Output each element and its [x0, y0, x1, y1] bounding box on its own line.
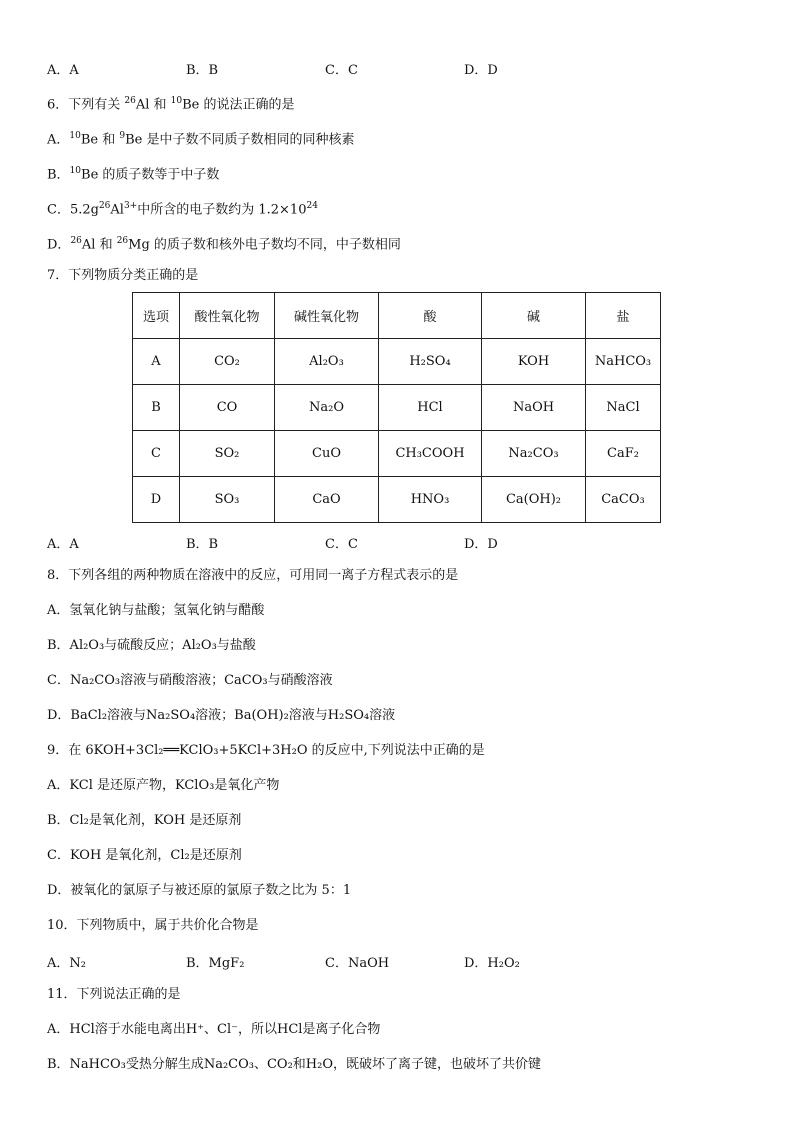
table-cell: Na₂CO₃	[482, 431, 586, 477]
q8-option-c: C．Na₂CO₃溶液与硝酸溶液；CaCO₃与硝酸溶液	[47, 673, 333, 688]
table-cell: Ca(OH)₂	[482, 477, 586, 523]
table-row	[133, 431, 661, 477]
table-cell: HNO₃	[379, 477, 482, 523]
q5-option-d: D．D	[464, 63, 498, 78]
q5-option-a: A．A	[47, 63, 79, 78]
table-row	[133, 477, 661, 523]
table-header-row	[133, 293, 661, 339]
q9-option-d: D．被氧化的氯原子与被还原的氯原子数之比为 5：1	[47, 883, 352, 898]
q10-option-b: B．MgF₂	[186, 956, 245, 971]
q6-option-d: D．$^{26}$Al 和 $^{26}$Mg 的质子数和核外电子数均不同，中子数相同	[47, 236, 401, 253]
q6-option-a: A．$^{10}$Be 和 $^9$Be 是中子数不同质子数相同的同种核素	[47, 131, 355, 148]
table-cell: NaCl	[586, 385, 661, 431]
q5-options	[47, 59, 607, 78]
q11-stem: 11．下列说法正确的是	[47, 987, 181, 1002]
q11-option-a: A．HCl溶于水能电离出H⁺、Cl⁻，所以HCl是离子化合物	[47, 1022, 381, 1037]
q11-option-b: B．NaHCO₃受热分解生成Na₂CO₃、CO₂和H₂O，既破坏了离子键，也破坏了共价键	[47, 1057, 542, 1072]
q7-options	[47, 533, 607, 552]
q7-option-c: C．C	[325, 537, 358, 552]
table-cell: H₂SO₄	[379, 339, 482, 385]
q10-options	[47, 952, 607, 971]
q8-option-d: D．BaCl₂溶液与Na₂SO₄溶液；Ba(OH)₂溶液与H₂SO₄溶液	[47, 708, 396, 723]
q6-stem: 6．下列有关 $^{26}$Al 和 $^{10}$Be 的说法正确的是	[47, 96, 295, 113]
q10-option-d: D．H₂O₂	[464, 956, 520, 971]
table-cell: B	[133, 385, 180, 431]
table-cell: CO	[180, 385, 275, 431]
q9-option-a: A．KCl 是还原产物，KClO₃是氧化产物	[47, 778, 280, 793]
q9-option-b: B．Cl₂是氧化剂，KOH 是还原剂	[47, 813, 242, 828]
q9-stem: 9．在 6KOH+3Cl₂══KClO₃+5KCl+3H₂O 的反应中,下列说法中正确的是	[47, 743, 485, 758]
table-cell: CaF₂	[586, 431, 661, 477]
q8-option-a: A．氢氧化钠与盐酸；氢氧化钠与醋酸	[47, 603, 265, 618]
table-cell: D	[133, 477, 180, 523]
table-cell: HCl	[379, 385, 482, 431]
q10-option-c: C．NaOH	[325, 956, 390, 971]
table-cell: NaOH	[482, 385, 586, 431]
table-cell: CaCO₃	[586, 477, 661, 523]
table-header-cell: 选项	[133, 293, 180, 339]
table-cell: Al₂O₃	[275, 339, 379, 385]
table-cell: Na₂O	[275, 385, 379, 431]
table-cell: KOH	[482, 339, 586, 385]
table-cell: CaO	[275, 477, 379, 523]
q7-stem: 7．下列物质分类正确的是	[47, 268, 199, 283]
table-cell: SO₃	[180, 477, 275, 523]
table-header-cell: 碱	[482, 293, 586, 339]
table-cell: CuO	[275, 431, 379, 477]
q7-table	[132, 292, 661, 523]
q5-option-b: B．B	[186, 63, 219, 78]
q10-option-a: A．N₂	[47, 956, 86, 971]
q7-option-b: B．B	[186, 537, 219, 552]
table-cell: CO₂	[180, 339, 275, 385]
table-cell: NaHCO₃	[586, 339, 661, 385]
table-cell: CH₃COOH	[379, 431, 482, 477]
q9-option-c: C．KOH 是氧化剂，Cl₂是还原剂	[47, 848, 242, 863]
q8-stem: 8．下列各组的两种物质在溶液中的反应，可用同一离子方程式表示的是	[47, 568, 459, 583]
table-cell: A	[133, 339, 180, 385]
q8-option-b: B．Al₂O₃与硫酸反应；Al₂O₃与盐酸	[47, 638, 256, 653]
table-cell: SO₂	[180, 431, 275, 477]
table-header-cell: 酸	[379, 293, 482, 339]
table-header-cell: 酸性氧化物	[180, 293, 275, 339]
table-row	[133, 339, 661, 385]
q6-option-b: B．$^{10}$Be 的质子数等于中子数	[47, 166, 220, 183]
table-header-cell: 盐	[586, 293, 661, 339]
q5-option-c: C．C	[325, 63, 358, 78]
q10-stem: 10．下列物质中，属于共价化合物是	[47, 918, 259, 933]
q7-option-a: A．A	[47, 537, 79, 552]
table-row	[133, 385, 661, 431]
q7-option-d: D．D	[464, 537, 498, 552]
q6-option-c: C．$5.2g^{26}Al^{3+}$中所含的电子数约为 $1.2\times 10^{24}$	[47, 201, 318, 218]
table-header-cell: 碱性氧化物	[275, 293, 379, 339]
table-cell: C	[133, 431, 180, 477]
